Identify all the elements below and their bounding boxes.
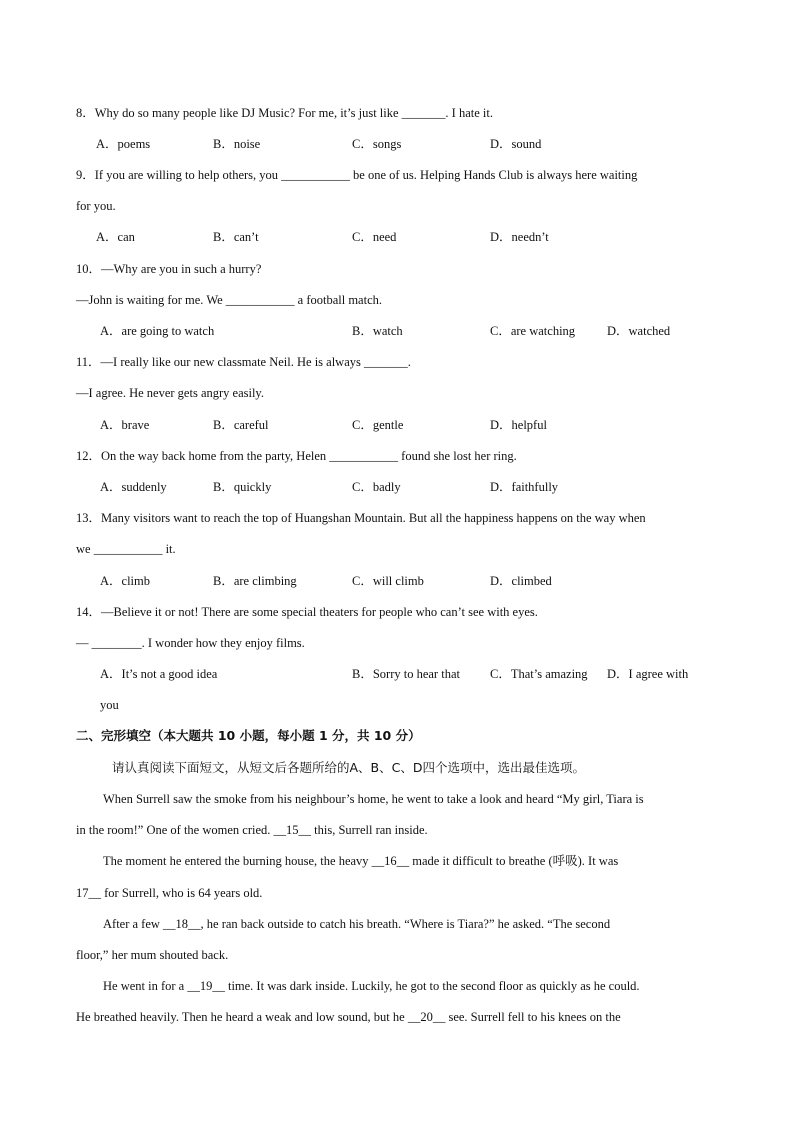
question-14-option-b: B．Sorry to hear that <box>352 667 460 681</box>
question-9-text-continued: for you. <box>76 199 116 213</box>
question-9-option-c: C．need <box>352 230 397 244</box>
question-9-option-b: B．can’t <box>213 230 259 244</box>
question-12-option-d: D．faithfully <box>490 480 559 494</box>
question-8-option-a: A．poems <box>96 137 151 151</box>
question-9-option-d: D．needn’t <box>490 230 549 244</box>
passage-line-3: The moment he entered the burning house, the heavy __16__ made it difficult to breathe (呼吸). It was <box>103 854 619 868</box>
question-12-option-c: C．badly <box>352 480 401 494</box>
question-14-text-continued: — ________. I wonder how they enjoy films. <box>76 636 305 650</box>
question-8-option-c: C．songs <box>352 137 402 151</box>
question-11-text: 11．—I really like our new classmate Neil. He is always _______. <box>76 355 411 369</box>
question-13-option-d: D．climbed <box>490 574 552 588</box>
passage-line-5: After a few __18__, he ran back outside to catch his breath. “Where is Tiara?” he asked. “The second <box>103 917 611 931</box>
question-10-text: 10．—Why are you in such a hurry? <box>76 262 262 276</box>
passage-line-4: 17__ for Surrell, who is 64 years old. <box>76 886 263 900</box>
question-14-option-d: D．I agree with <box>607 667 689 681</box>
question-11-option-c: C．gentle <box>352 418 404 432</box>
question-10-option-d: D．watched <box>607 324 671 338</box>
question-14-text: 14．—Believe it or not! There are some special theaters for people who can’t see with eyes. <box>76 605 538 619</box>
question-13-option-c: C．will climb <box>352 574 424 588</box>
question-9-text: 9．If you are willing to help others, you ___________ be one of us. Helping Hands Club is always here waiting <box>76 168 638 182</box>
question-13-text-continued: we ___________ it. <box>76 542 176 556</box>
question-10-option-c: C．are watching <box>490 324 576 338</box>
section-2-title: 二、完形填空（本大题共 10 小题，每小题 1 分，共 10 分） <box>76 728 421 743</box>
question-10-option-a: A．are going to watch <box>100 324 215 338</box>
question-12-option-b: B．quickly <box>213 480 272 494</box>
question-8-option-b: B．noise <box>213 137 261 151</box>
passage-line-1: When Surrell saw the smoke from his neighbour’s home, he went to take a look and heard “My girl, Tiara is <box>103 792 644 806</box>
question-11-text-continued: —I agree. He never gets angry easily. <box>76 386 264 400</box>
question-14-option-d-continued: you <box>100 698 119 712</box>
question-9-option-a: A．can <box>96 230 135 244</box>
question-11-option-d: D．helpful <box>490 418 547 432</box>
question-8-option-d: D．sound <box>490 137 542 151</box>
question-12-text: 12．On the way back home from the party, Helen ___________ found she lost her ring. <box>76 449 517 463</box>
question-13-text: 13．Many visitors want to reach the top of Huangshan Mountain. But all the happiness happens on the way when <box>76 511 646 525</box>
passage-line-2: in the room!” One of the women cried. __15__ this, Surrell ran inside. <box>76 823 428 837</box>
question-13-option-a: A．climb <box>100 574 150 588</box>
passage-line-6: floor,” her mum shouted back. <box>76 948 229 962</box>
question-13-option-b: B．are climbing <box>213 574 297 588</box>
section-2-instruction: 请认真阅读下面短文，从短文后各题所给的A、B、C、D四个选项中，选出最佳选项。 <box>112 760 585 775</box>
question-8-text: 8．Why do so many people like DJ Music? For me, it’s just like _______. I hate it. <box>76 106 493 120</box>
question-10-text-continued: —John is waiting for me. We ___________ a football match. <box>76 293 383 307</box>
passage-line-8: He breathed heavily. Then he heard a weak and low sound, but he __20__ see. Surrell fell to his knees on the <box>76 1010 621 1024</box>
question-11-option-a: A．brave <box>100 418 150 432</box>
question-14-option-c: C．That’s amazing <box>490 667 588 681</box>
passage-line-7: He went in for a __19__ time. It was dark inside. Luckily, he got to the second floor as quickly as he could. <box>103 979 640 993</box>
question-11-option-b: B．careful <box>213 418 269 432</box>
question-14-option-a: A．It’s not a good idea <box>100 667 218 681</box>
question-10-option-b: B．watch <box>352 324 403 338</box>
question-12-option-a: A．suddenly <box>100 480 167 494</box>
